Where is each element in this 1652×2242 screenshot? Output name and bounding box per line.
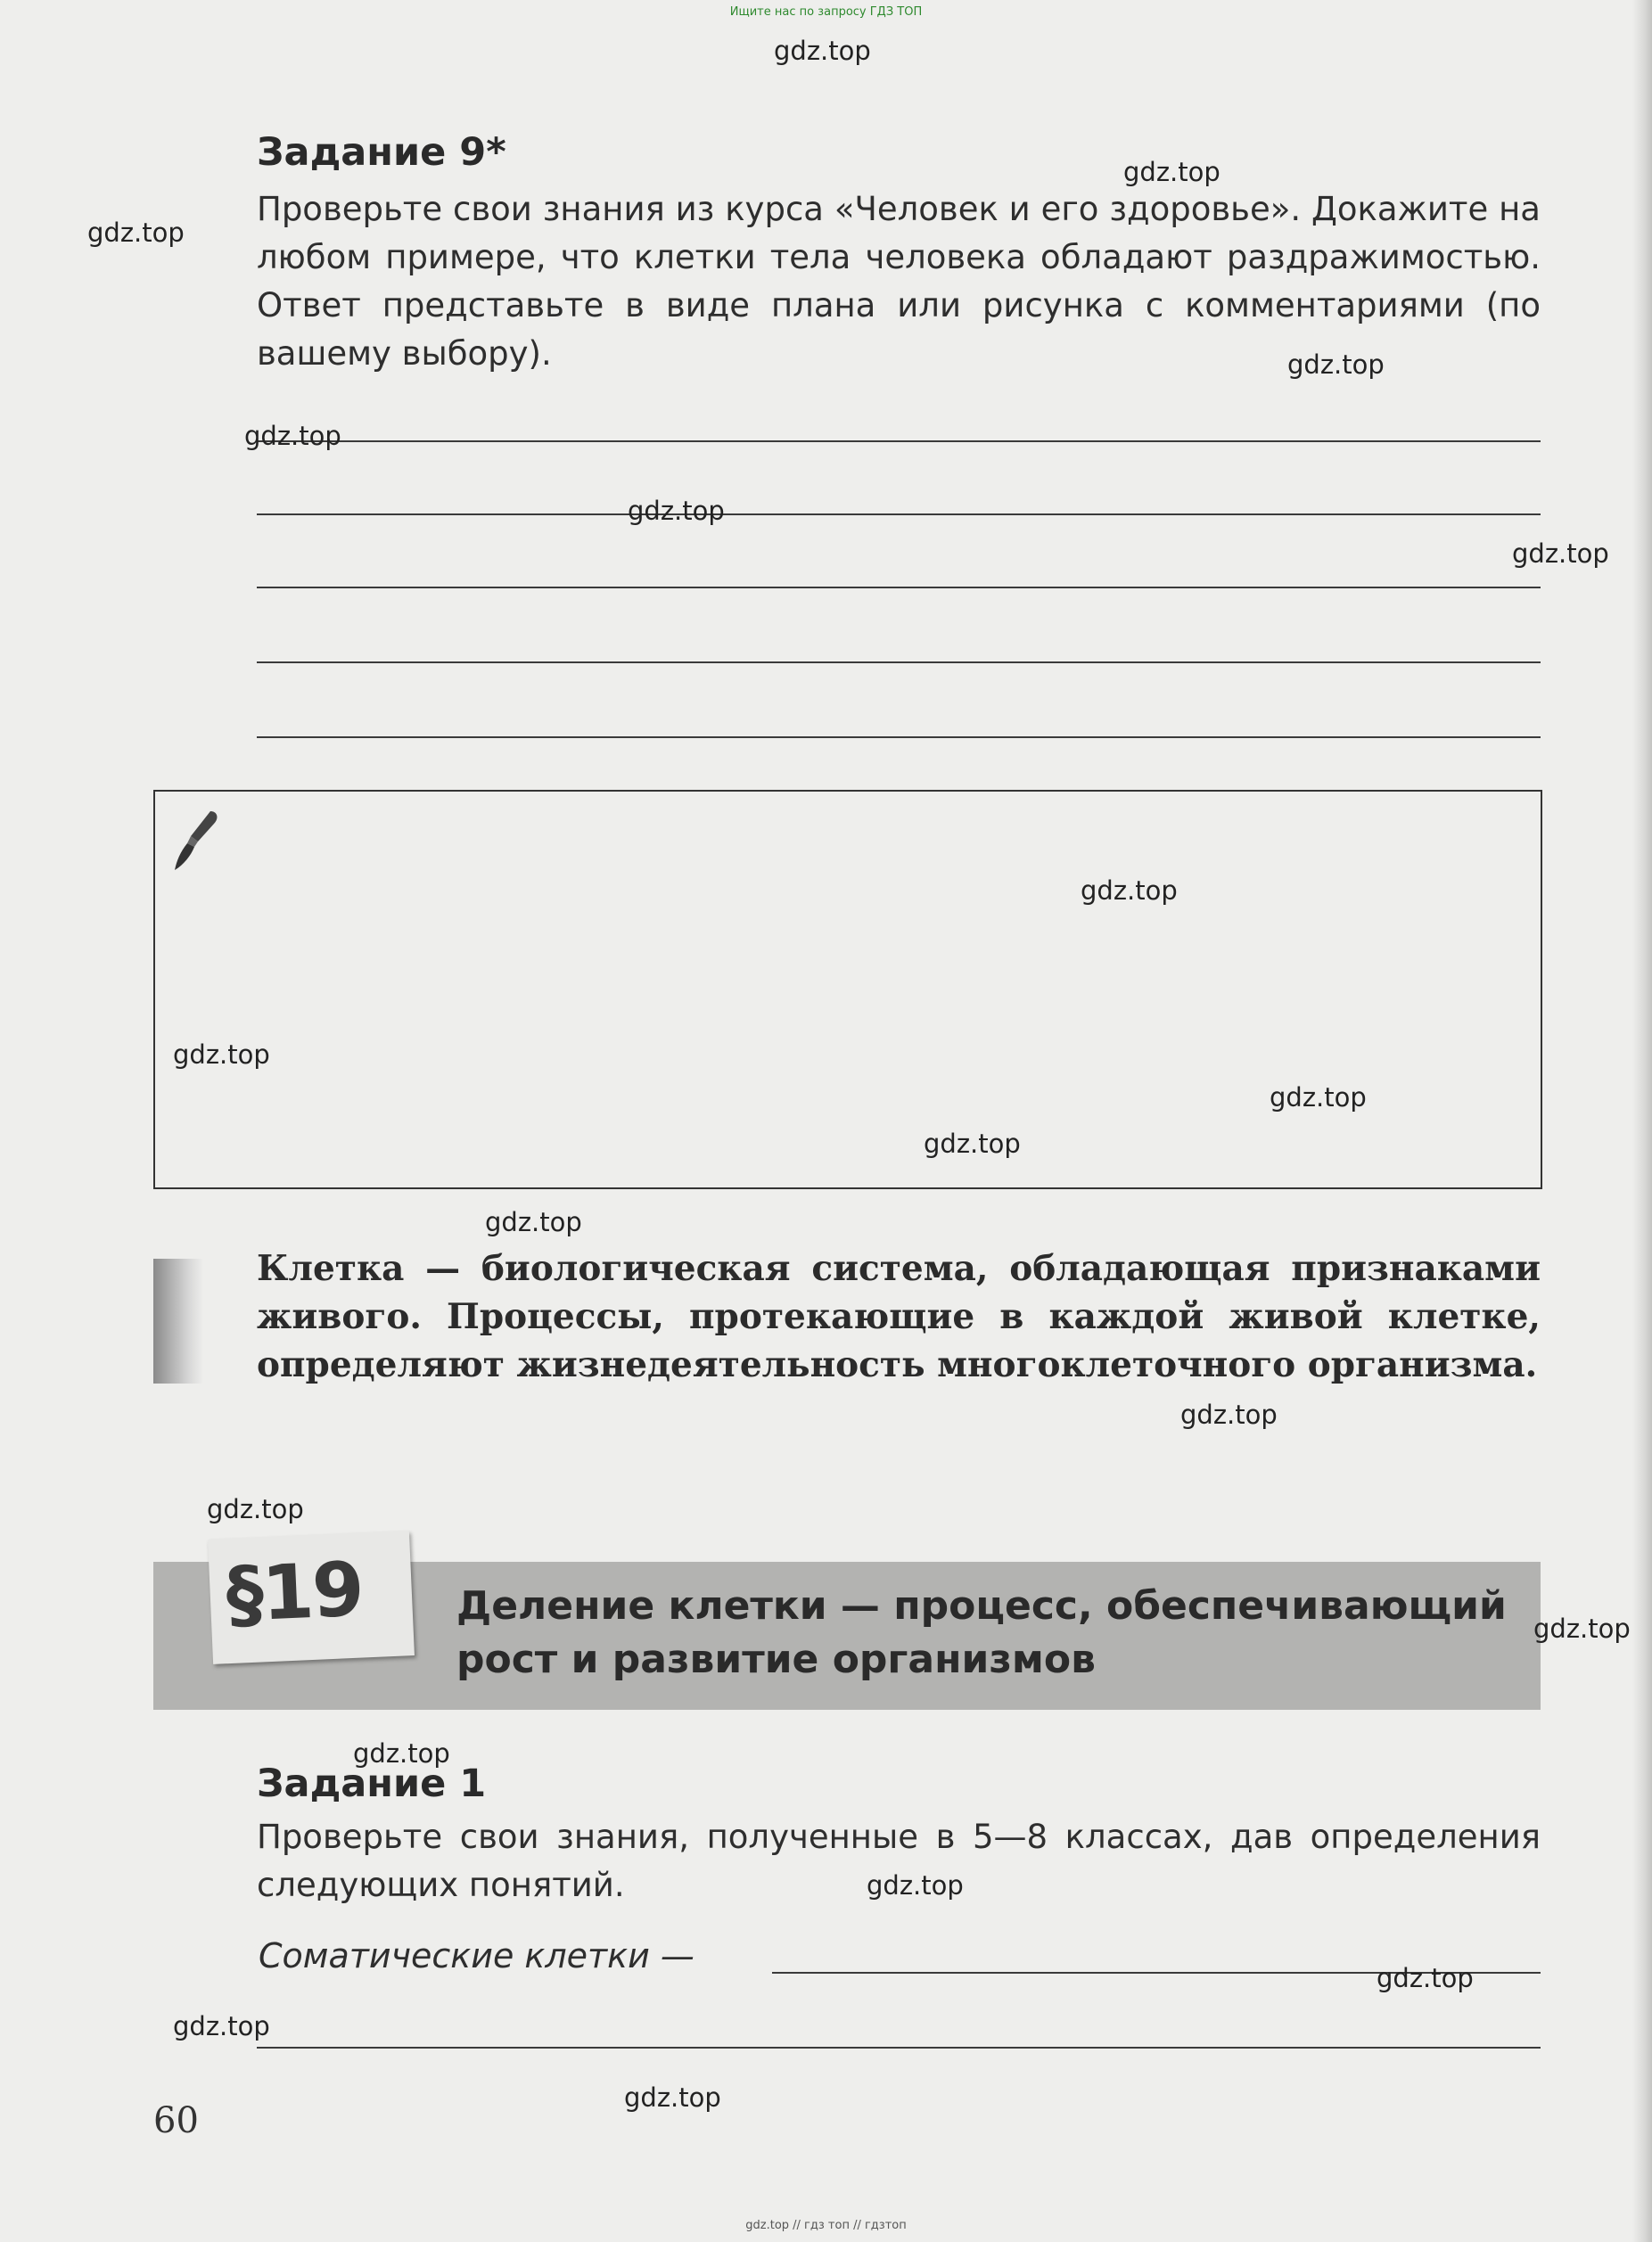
watermark: gdz.top xyxy=(867,1870,964,1901)
watermark: gdz.top xyxy=(207,1494,304,1524)
watermark: gdz.top xyxy=(173,2011,270,2041)
watermark: gdz.top xyxy=(1533,1614,1631,1644)
drawing-box[interactable] xyxy=(153,790,1542,1189)
watermark: gdz.top xyxy=(87,218,185,248)
statement-marker xyxy=(153,1259,203,1384)
bottom-banner: gdz.top // гдз топ // гдзтоп xyxy=(745,2219,907,2232)
watermark: gdz.top xyxy=(1270,1082,1367,1113)
answer-line[interactable] xyxy=(257,513,1541,515)
watermark: gdz.top xyxy=(1180,1400,1278,1430)
answer-line[interactable] xyxy=(257,587,1541,588)
watermark: gdz.top xyxy=(624,2082,721,2113)
task1-text: Проверьте свои знания, полученные в 5—8 классах, дав определения следующих понятий. xyxy=(257,1818,1541,1904)
task9-text: Проверьте свои знания из курса «Человек и его здоровье». Докажите на любом примере, что клетки тела человека обладают раздражимостью. Ответ представьте в виде плана или рисунка с комментариями (по вашему выбору). xyxy=(257,190,1541,373)
section-number-card xyxy=(208,1531,415,1664)
watermark: gdz.top xyxy=(1287,349,1385,380)
watermark: gdz.top xyxy=(628,496,725,526)
watermark: gdz.top xyxy=(244,421,341,451)
answer-line[interactable] xyxy=(257,2047,1541,2049)
answer-line[interactable] xyxy=(257,736,1541,738)
watermark: gdz.top xyxy=(173,1039,270,1070)
section-title: Деление клетки — процесс, обеспечивающий рост и развитие организмов xyxy=(456,1583,1507,1682)
page-number: 60 xyxy=(153,2100,199,2141)
term-somatic-cells: Соматические клетки — xyxy=(259,1936,694,1975)
task9-title: Задание 9* xyxy=(257,130,506,175)
watermark: gdz.top xyxy=(1377,1963,1474,1993)
watermark: gdz.top xyxy=(1123,157,1221,187)
watermark: gdz.top xyxy=(1081,875,1178,906)
answer-line[interactable] xyxy=(257,440,1541,442)
task1-title: Задание 1 xyxy=(257,1762,487,1806)
watermark: gdz.top xyxy=(485,1207,582,1237)
page-edge xyxy=(1632,0,1652,2242)
watermark: gdz.top xyxy=(774,36,871,66)
key-statement: Клетка — биологическая система, обладающая признаками живого. Процессы, протекающие в каждой живой клетке, определяют жизнедеятельность многоклеточного организма. xyxy=(257,1248,1541,1385)
watermark: gdz.top xyxy=(1512,538,1609,569)
watermark: gdz.top xyxy=(924,1129,1021,1159)
answer-line[interactable] xyxy=(257,661,1541,663)
section-number: §19 xyxy=(224,1545,365,1639)
top-banner: Ищите нас по запросу ГДЗ ТОП xyxy=(729,5,923,19)
brush-icon xyxy=(171,808,221,874)
watermark: gdz.top xyxy=(353,1738,450,1769)
